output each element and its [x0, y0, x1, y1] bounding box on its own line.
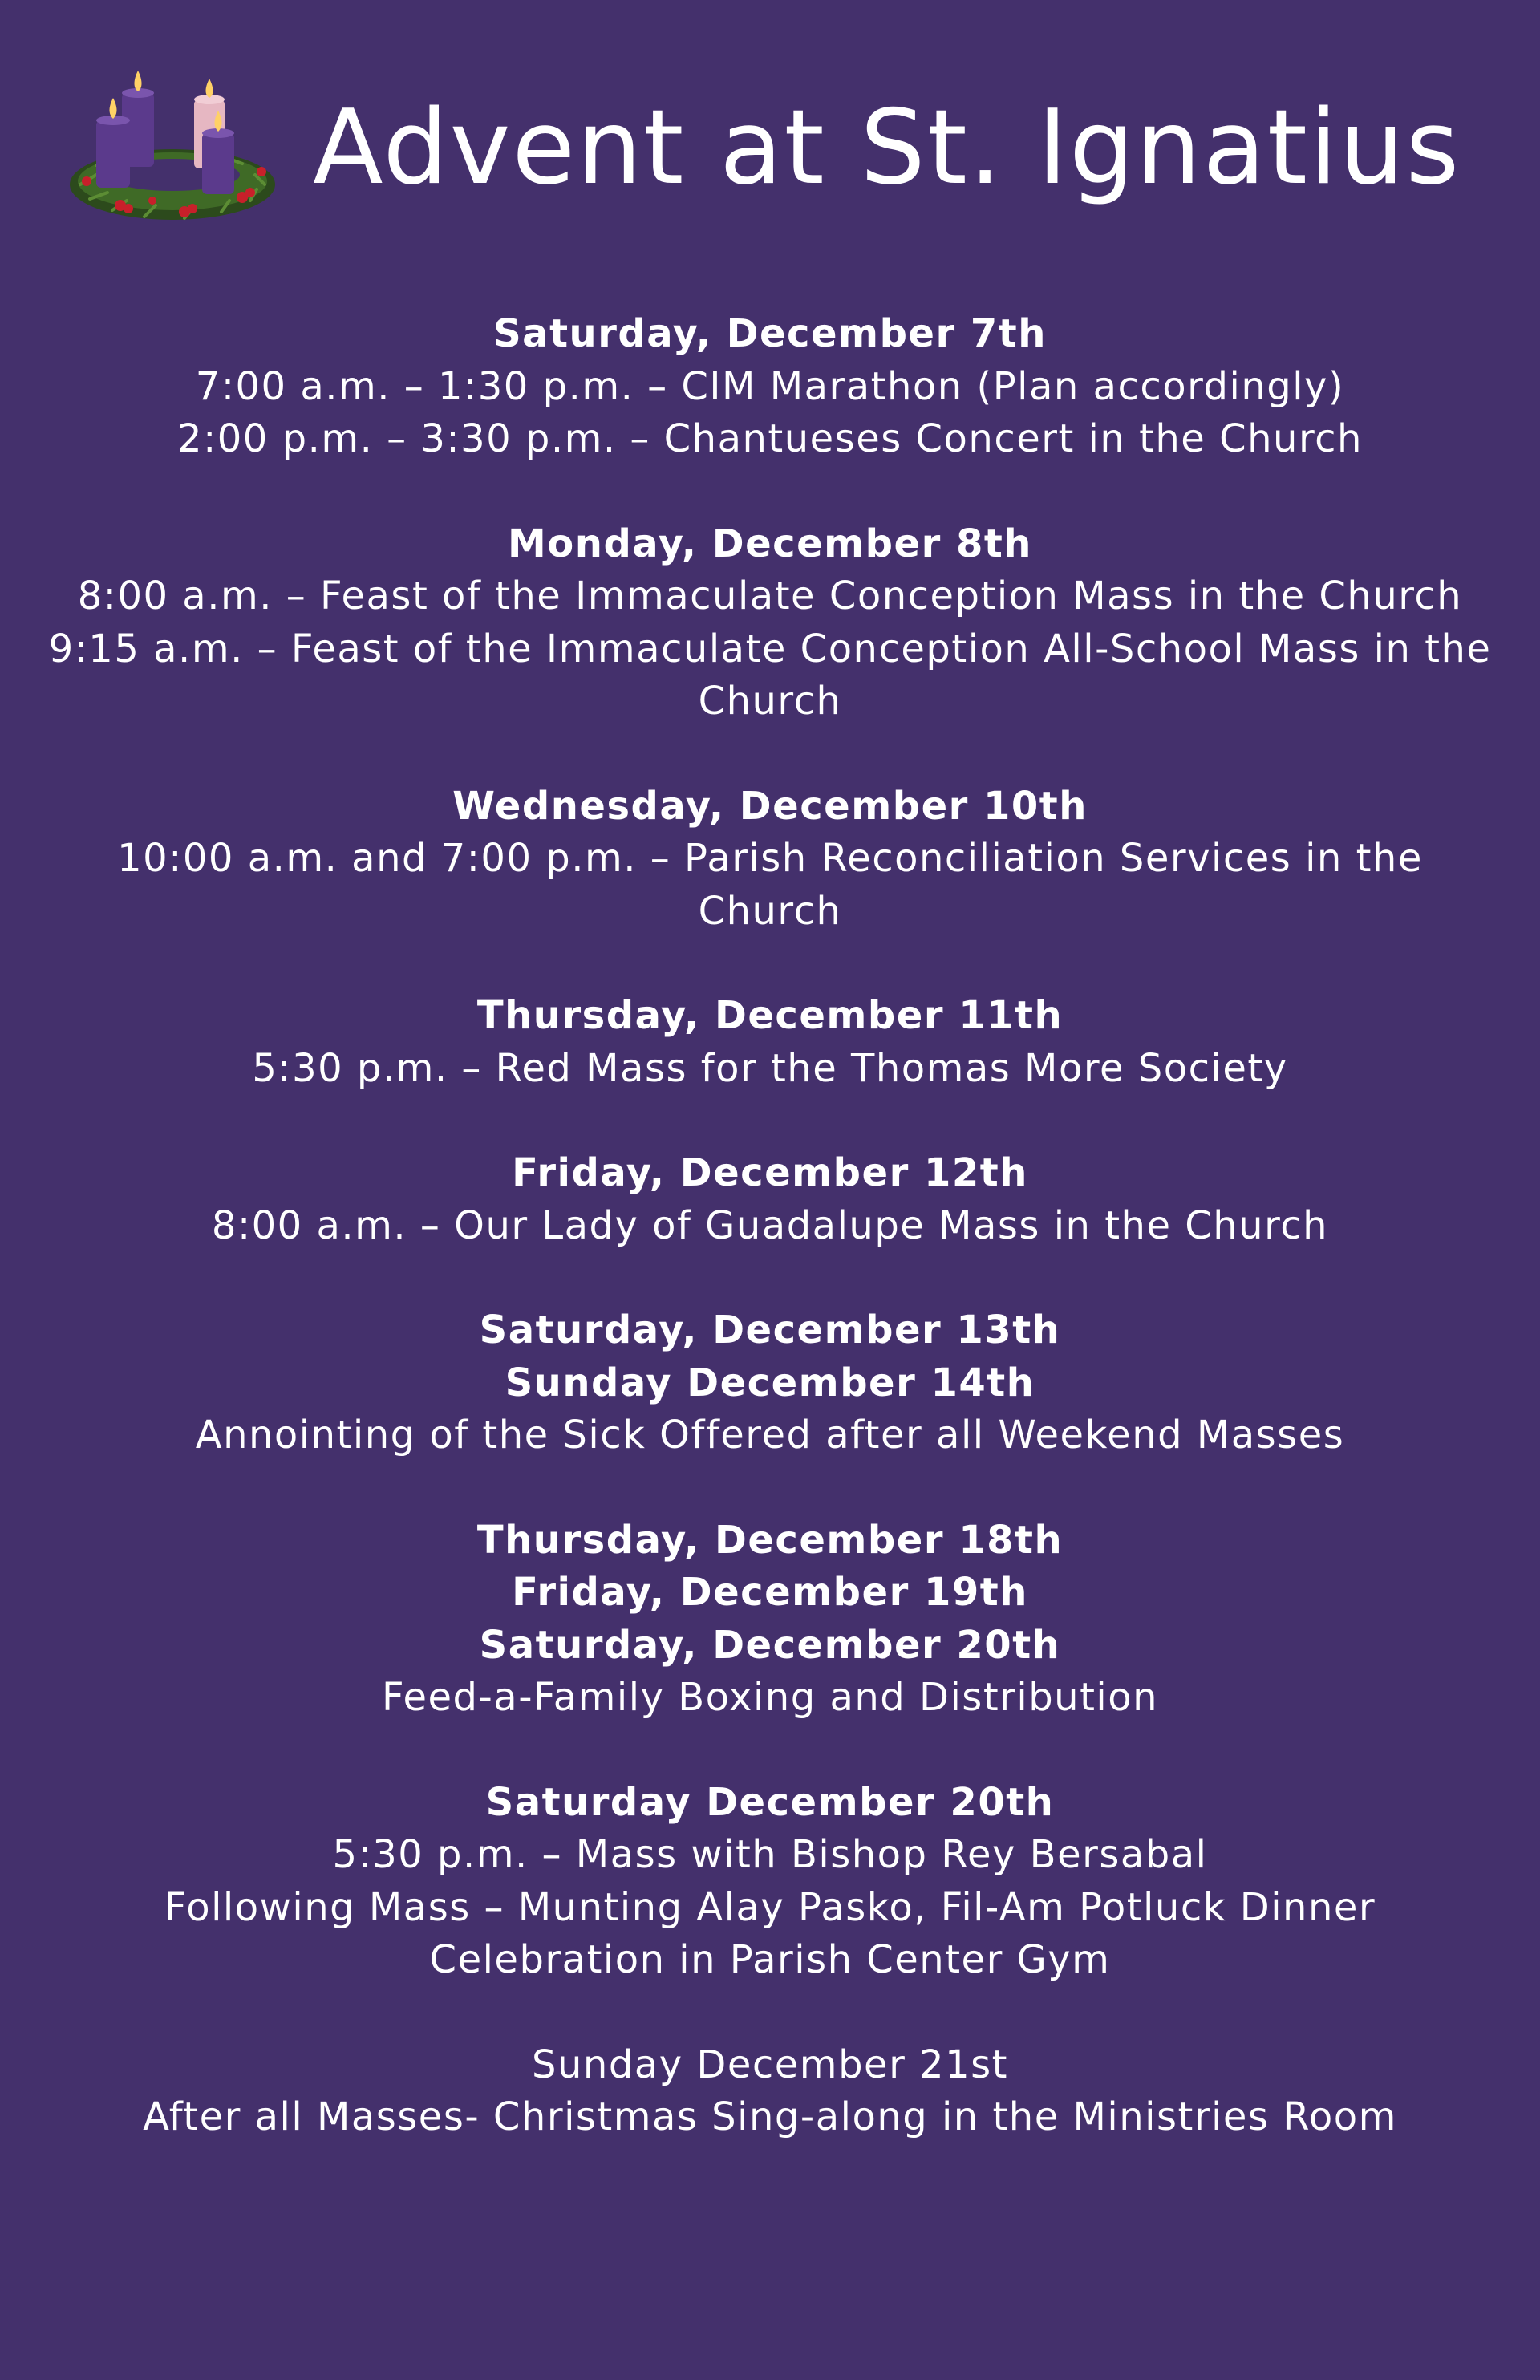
schedule-section	[48, 780, 1492, 939]
header	[0, 64, 1540, 249]
event-description: 7:00 a.m. – 1:30 p.m. – CIM Marathon (Plan accordingly)	[195, 363, 1345, 409]
event-description: 2:00 p.m. – 3:30 p.m. – Chantueses Concert in the Church	[177, 416, 1363, 461]
event-date: Thursday, December 18th	[476, 1517, 1064, 1563]
event-description: After all Masses- Christmas Sing-along in the Ministries Room	[143, 2094, 1397, 2139]
event-description: 10:00 a.m. and 7:00 p.m. – Parish Reconciliation Services in the Church	[117, 836, 1423, 934]
event-date: Wednesday, December 10th	[452, 783, 1088, 829]
event-description: 8:00 a.m. – Our Lady of Guadalupe Mass in the Church	[211, 1202, 1329, 1248]
event-description: 5:30 p.m. – Mass with Bishop Rey Bersabal	[332, 1832, 1208, 1877]
event-schedule	[48, 308, 1492, 2196]
event-description: 9:15 a.m. – Feast of the Immaculate Conception All-School Mass in the Church	[48, 626, 1492, 724]
schedule-section	[48, 1147, 1492, 1252]
event-description: Sunday December 21st	[532, 2041, 1008, 2087]
event-description: Feed-a-Family Boxing and Distribution	[381, 1675, 1159, 1720]
event-date: Friday, December 19th	[512, 1570, 1028, 1615]
event-description: Annointing of the Sick Offered after all Weekend Masses	[195, 1413, 1345, 1458]
advent-wreath-icon	[64, 64, 281, 233]
schedule-section	[48, 518, 1492, 728]
event-date: Saturday, December 13th	[479, 1308, 1061, 1352]
schedule-section	[48, 1304, 1492, 1462]
schedule-section	[48, 1777, 1492, 1987]
event-date: Sunday December 14th	[505, 1360, 1035, 1405]
event-description: Following Mass – Munting Alay Pasko, Fil-Am Potluck Dinner Celebration in Parish Center Gym	[164, 1884, 1376, 1982]
schedule-section	[48, 2039, 1492, 2144]
event-date: Monday, December 8th	[508, 521, 1032, 566]
event-date: Saturday, December 20th	[479, 1622, 1061, 1668]
schedule-section	[48, 1514, 1492, 1725]
event-description: 5:30 p.m. – Red Mass for the Thomas More Society	[252, 1045, 1288, 1091]
event-date: Saturday December 20th	[485, 1779, 1055, 1825]
event-description: 8:00 a.m. – Feast of the Immaculate Conception Mass in the Church	[77, 574, 1463, 618]
schedule-section	[48, 990, 1492, 1095]
page-title: Advent at St. Ignatius	[313, 88, 1461, 208]
event-date: Thursday, December 11th	[476, 993, 1064, 1038]
schedule-section	[48, 308, 1492, 466]
event-date: Saturday, December 7th	[493, 311, 1047, 356]
event-date: Friday, December 12th	[512, 1150, 1028, 1195]
